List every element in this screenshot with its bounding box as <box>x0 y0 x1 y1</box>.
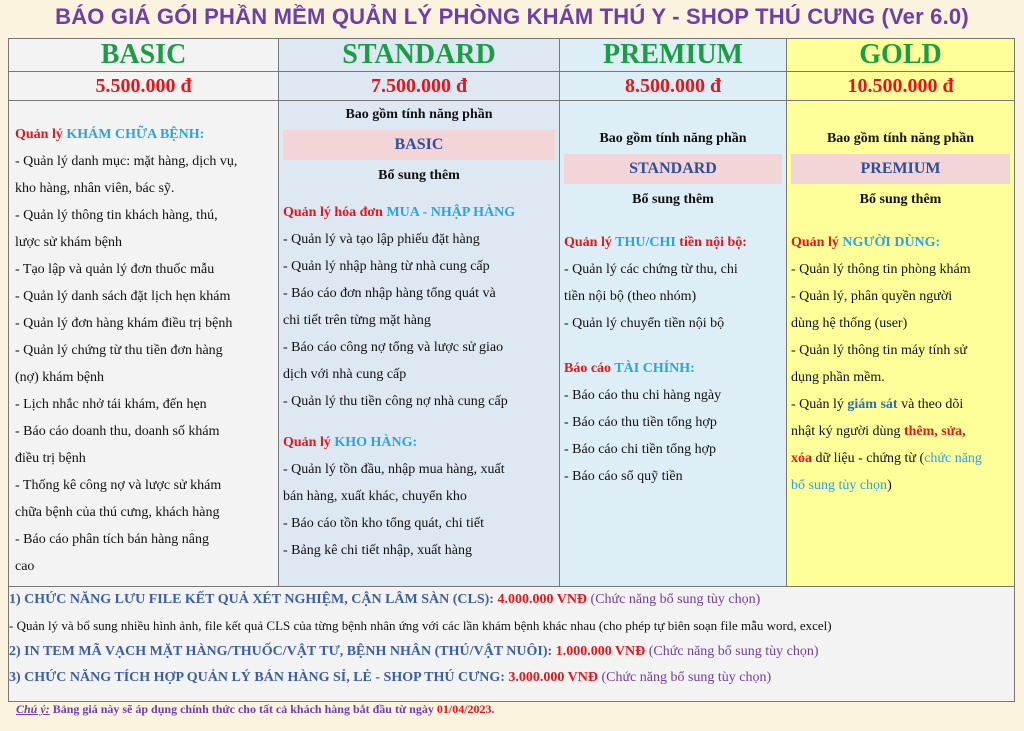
feature-item: - Quản lý thu tiền công nợ nhà cung cấp <box>283 394 508 409</box>
feature-item: dịch với nhà cung cấp <box>283 367 407 382</box>
feature-item: - Quản lý thông tin khách hàng, thú, <box>15 208 218 223</box>
feature-item: - Quản lý đơn hàng khám điều trị bệnh <box>15 316 233 331</box>
included-plan-badge: STANDARD <box>564 154 782 184</box>
feature-item: bổ sung tùy chọn) <box>791 478 892 493</box>
feature-item: - Quản lý thông tin máy tính sử <box>791 343 967 358</box>
feature-item: - Quản lý danh sách đặt lịch hẹn khám <box>15 289 231 304</box>
optional-features <box>9 587 1015 702</box>
feature-item: tiền nội bộ (theo nhóm) <box>564 289 697 304</box>
gold-features <box>787 101 1015 587</box>
feature-item: - Báo cáo sổ quỹ tiền <box>564 469 683 484</box>
feature-item: xóa dữ liệu - chứng từ (chức năng <box>791 451 982 466</box>
feature-item: - Báo cáo phân tích bán hàng nâng <box>15 532 209 547</box>
feature-item: - Thống kê công nợ và lược sử khám <box>15 478 222 493</box>
premium-section-heading: Báo cáo TÀI CHÍNH: <box>564 361 695 376</box>
includes-label: Bao gồm tính năng phần <box>345 107 493 122</box>
feature-item: - Quản lý tồn đầu, nhập mua hàng, xuất <box>283 462 505 477</box>
feature-item: - Quản lý giám sát và theo dõi <box>791 397 964 412</box>
premium-features <box>560 101 787 587</box>
feature-item: - Quản lý chứng từ thu tiền đơn hàng <box>15 343 223 358</box>
option-3: 3) CHỨC NĂNG TÍCH HỢP QUẢN LÝ BÁN HÀNG SỈ, LẺ - SHOP THÚ CƯNG: 3.000.000 VNĐ (Chức năng bổ sung tùy chọn) <box>9 670 772 685</box>
option-2: 2) IN TEM MÃ VẠCH MẶT HÀNG/THUỐC/VẬT TƯ, BỆNH NHÂN (THÚ/VẬT NUÔI): 1.000.000 VNĐ (Chức năng bổ sung tùy chọn) <box>9 644 819 659</box>
feature-item: - Báo cáo tồn kho tổng quát, chi tiết <box>283 516 485 531</box>
feature-item: - Báo cáo chi tiền tổng hợp <box>564 442 717 457</box>
standard-section-heading: Quản lý hóa đơn MUA - NHẬP HÀNG <box>283 205 516 220</box>
standard-section-heading: Quản lý KHO HÀNG: <box>283 435 418 450</box>
feature-item: nhật ký người dùng thêm, sửa, <box>791 424 966 439</box>
feature-item: (nợ) khám bệnh <box>15 370 105 385</box>
extra-label: Bổ sung thêm <box>859 192 942 207</box>
page-title: BÁO GIÁ GÓI PHẦN MỀM QUẢN LÝ PHÒNG KHÁM THÚ Y - SHOP THÚ CƯNG (Ver 6.0) <box>55 4 969 29</box>
feature-item: - Báo cáo công nợ tổng và lược sử giao <box>283 340 504 355</box>
includes-label: Bao gồm tính năng phần <box>599 131 747 146</box>
feature-item: - Báo cáo thu chi hàng ngày <box>564 388 722 403</box>
feature-item: - Báo cáo đơn nhập hàng tổng quát và <box>283 286 496 301</box>
basic-section-heading: Quản lý KHÁM CHỮA BỆNH: <box>15 127 205 142</box>
plan-price-standard: 7.500.000 đ <box>279 72 560 101</box>
feature-item: kho hàng, nhân viên, bác sỹ. <box>15 181 175 196</box>
feature-item: - Quản lý thông tin phòng khám <box>791 262 971 277</box>
plan-name-premium: PREMIUM <box>560 39 787 72</box>
included-plan-badge: BASIC <box>283 130 555 160</box>
feature-item: chi tiết trên từng mặt hàng <box>283 313 431 328</box>
feature-item: - Quản lý danh mục: mặt hàng, dịch vụ, <box>15 154 238 169</box>
option-1: 1) CHỨC NĂNG LƯU FILE KẾT QUẢ XÉT NGHIỆM, CẬN LÂM SÀN (CLS): 4.000.000 VNĐ (Chức năng bổ sung tùy chọn) <box>9 592 761 607</box>
pricing-table <box>8 38 1015 702</box>
feature-item: - Quản lý các chứng từ thu, chi <box>564 262 738 277</box>
option-1-description: - Quản lý và bổ sung nhiều hình ảnh, file kết quả CLS của từng bệnh nhân ứng với các lần khám bệnh khác nhau (cho phép tự biên soạn file mẫu word, excel) <box>9 618 832 633</box>
basic-features <box>9 101 279 587</box>
plan-name-basic: BASIC <box>9 39 279 72</box>
feature-item: - Báo cáo thu tiền tổng hợp <box>564 415 717 430</box>
feature-item: dụng phần mềm. <box>791 370 885 385</box>
feature-item: - Quản lý, phân quyền người <box>791 289 953 304</box>
feature-item: lược sử khám bệnh <box>15 235 122 250</box>
includes-label: Bao gồm tính năng phần <box>826 131 975 146</box>
feature-item: dùng hệ thống (user) <box>791 316 908 331</box>
gold-section-heading: Quản lý NGƯỜI DÙNG: <box>791 235 941 250</box>
plan-name-standard: STANDARD <box>279 39 560 72</box>
included-plan-badge: PREMIUM <box>791 154 1010 184</box>
feature-item: - Tạo lập và quản lý đơn thuốc mẫu <box>15 262 215 277</box>
standard-features <box>279 101 560 587</box>
plan-price-basic: 5.500.000 đ <box>9 72 279 101</box>
feature-item: cao <box>15 559 35 574</box>
plan-price-gold: 10.500.000 đ <box>787 72 1015 101</box>
plan-price-premium: 8.500.000 đ <box>560 72 787 101</box>
feature-item: chữa bệnh của thú cưng, khách hàng <box>15 505 220 520</box>
feature-item: - Bảng kê chi tiết nhập, xuất hàng <box>283 543 472 558</box>
feature-item: - Quản lý nhập hàng từ nhà cung cấp <box>283 259 490 274</box>
feature-item: - Quản lý chuyển tiền nội bộ <box>564 316 725 331</box>
premium-section-heading: Quản lý THU/CHI tiền nội bộ: <box>564 235 747 250</box>
feature-item: bán hàng, xuất khác, chuyển kho <box>283 489 467 504</box>
feature-item: - Lịch nhắc nhở tái khám, đến hẹn <box>15 397 207 412</box>
feature-item: điều trị bệnh <box>15 451 86 466</box>
extra-label: Bổ sung thêm <box>632 192 714 207</box>
feature-item: - Báo cáo doanh thu, doanh số khám <box>15 424 220 439</box>
feature-item: - Quản lý và tạo lập phiếu đặt hàng <box>283 232 480 247</box>
extra-label: Bổ sung thêm <box>378 168 460 183</box>
footer-note: Chú ý: Bảng giá này sẽ áp dụng chính thức cho tất cả khách hàng bắt đầu từ ngày 01/04/2023. <box>16 702 495 716</box>
plan-name-gold: GOLD <box>787 39 1015 72</box>
